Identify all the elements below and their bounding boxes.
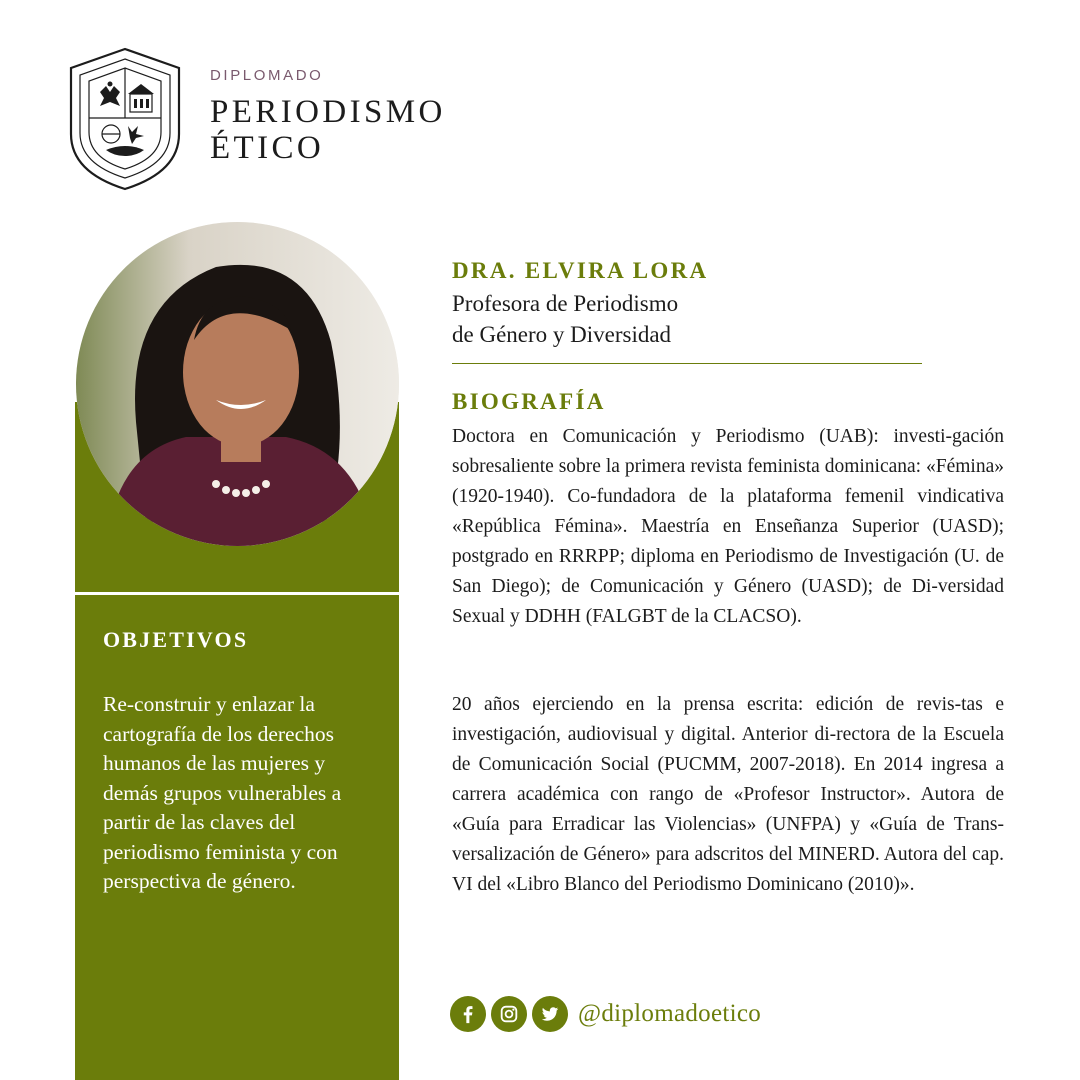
- biography-paragraph-2: 20 años ejerciendo en la prensa escrita: edición de revis-tas e investigación, audiovisual y digital. Anterior di-rectora de la Escuela de Comunicación Social (PUCMM, 2007-2018). En 2014 ingresa a carrera académica con rango de «Profesor Instructor». Autora de «Guía para Erradicar las Violencias» (UNFPA) y «Guía de Trans-versalización de Género» para adscritos del MINERD. Autora del cap. VI del «Libro Blanco del Periodismo Dominicano (2010)».: [452, 694, 1004, 895]
- speaker-role: [452, 288, 932, 350]
- speaker-role-line2: de Género y Diversidad: [452, 322, 672, 347]
- speaker-role-line1: Profesora de Periodismo: [452, 291, 679, 316]
- social-links: [450, 995, 761, 1033]
- biography-heading: BIOGRAFÍA: [452, 389, 606, 414]
- speaker-name: DRA. ELVIRA LORA: [452, 258, 709, 283]
- objectives-heading: OBJETIVOS: [103, 627, 249, 652]
- facebook-icon[interactable]: [450, 996, 486, 1032]
- program-title: [210, 94, 446, 166]
- speaker-portrait-photo: [76, 222, 399, 546]
- twitter-icon[interactable]: [532, 996, 568, 1032]
- program-title-line2: ÉTICO: [210, 130, 325, 166]
- objectives-text: Re-construir y enlazar la cartografía de los derechos humanos de las mujeres y demás grupos vulnerables a partir de las claves del periodismo feminista y con perspectiva de género.: [103, 692, 342, 893]
- social-handle[interactable]: @diplomadoetico: [578, 1000, 762, 1027]
- program-kicker: DIPLOMADO: [210, 67, 324, 84]
- instagram-icon[interactable]: [491, 996, 527, 1032]
- section-divider: [452, 363, 922, 364]
- biography-paragraph-1: Doctora en Comunicación y Periodismo (UAB): investi-gación sobresaliente sobre la primera revista feminista dominicana: «Fémina» (1920-1940). Co-fundadora de la plataforma femenil vindicativa «República Fémina». Maestría en Enseñanza Superior (UASD); postgrado en RRRPP; diploma en Periodismo de Investigación (U. de San Diego); de Comunicación y Género (UASD); de Di-versidad Sexual y DDHH (FALGBT de la CLACSO).: [452, 426, 1004, 627]
- university-seal-logo: [66, 46, 184, 192]
- program-title-line1: PERIODISMO: [210, 94, 446, 130]
